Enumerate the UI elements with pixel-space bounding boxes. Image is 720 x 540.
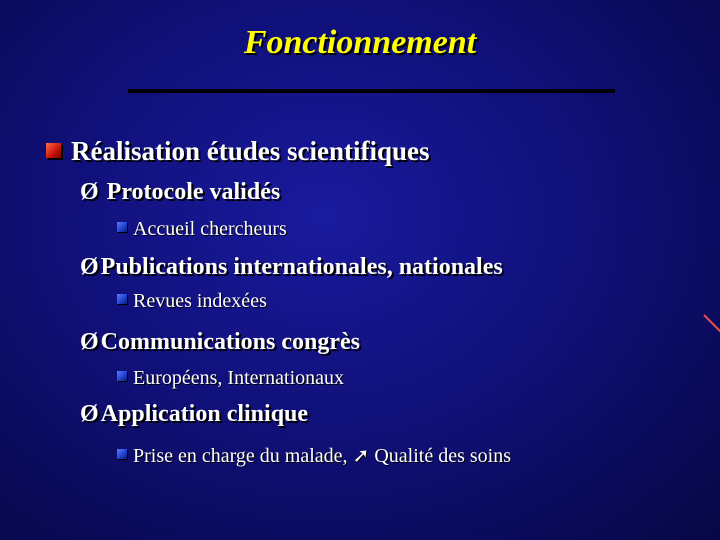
arrow-bullet-icon: Ø [80,179,99,205]
section-publications-detail [117,290,267,313]
detail-text-after: Qualité des soins [369,445,511,467]
section-protocole [80,179,280,206]
blue-square-bullet-icon [117,371,127,381]
arrow-bullet-icon: Ø [80,329,99,355]
section-communications-detail [117,367,344,390]
blue-square-bullet-icon [117,222,127,232]
section-label: Protocole validés [100,179,281,205]
decorative-line [703,314,720,334]
detail-text: Européens, Internationaux [133,367,345,389]
blue-square-bullet-icon [117,449,127,459]
blue-square-bullet-icon [117,294,127,304]
section-label: Communications congrès [100,329,360,355]
section-communications [80,329,360,356]
detail-text: Revues indexées [133,290,267,312]
main-heading [46,136,430,167]
up-right-arrow-icon: ➚ [352,443,370,467]
section-label: Publications internationales, nationales [100,254,503,280]
arrow-bullet-icon: Ø [80,401,99,427]
slide-title: Fonctionnement [243,24,477,61]
arrow-bullet-icon: Ø [80,254,99,280]
detail-text-before: Prise en charge du malade, [133,445,353,467]
section-label: Application clinique [100,401,309,427]
title-underline [128,89,615,93]
red-square-bullet-icon [46,143,61,158]
section-application-detail [117,443,511,468]
section-application [80,401,308,428]
section-publications [80,254,503,281]
section-protocole-detail [117,218,287,241]
main-heading-text: Réalisation études scientifiques [71,136,430,166]
detail-text: Accueil chercheurs [133,218,287,240]
